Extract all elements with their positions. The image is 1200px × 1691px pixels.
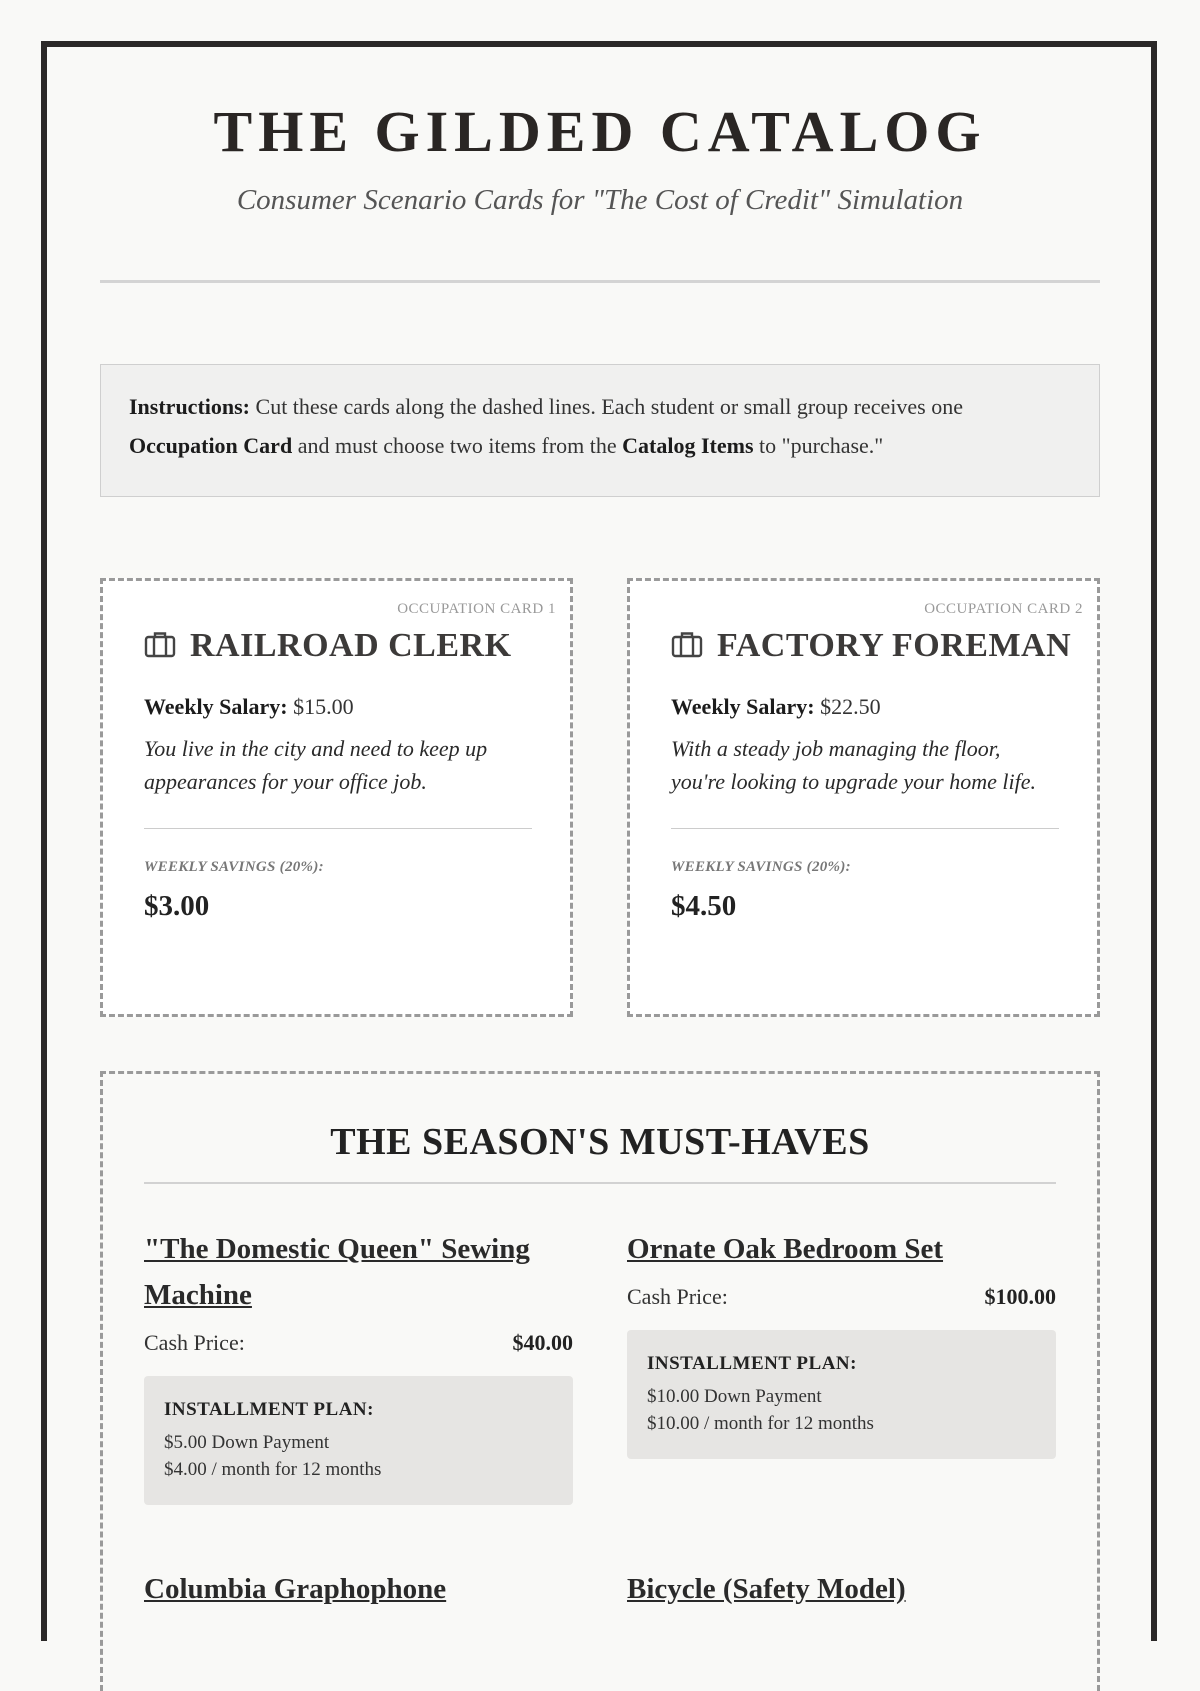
- item-name: Bicycle (Safety Model): [627, 1573, 906, 1605]
- salary-value: $15.00: [287, 694, 354, 719]
- installment-plan: [144, 1376, 573, 1505]
- catalog-item-bicycle: [627, 1566, 1056, 1612]
- card-tag: OCCUPATION CARD 2: [924, 601, 1083, 617]
- monthly-payment: $10.00 / month for 12 months: [647, 1413, 874, 1434]
- instructions-text: and must choose two items from the: [292, 433, 623, 458]
- savings-label: WEEKLY SAVINGS (20%):: [671, 859, 851, 875]
- card-divider: [671, 828, 1059, 829]
- catalog-card: [100, 1071, 1100, 1691]
- briefcase-icon: [671, 630, 703, 663]
- price-label: Cash Price:: [144, 1330, 245, 1355]
- occupation-card-2: [627, 578, 1100, 1017]
- instructions-catalog-term: Catalog Items: [622, 433, 754, 458]
- briefcase-icon: [144, 630, 176, 663]
- page-subtitle: Consumer Scenario Cards for "The Cost of Credit" Simulation: [236, 184, 964, 216]
- price-label: Cash Price:: [627, 1284, 728, 1309]
- cash-price-row: [627, 1284, 1056, 1310]
- plan-title: INSTALLMENT PLAN:: [647, 1353, 857, 1374]
- installment-plan: [627, 1330, 1056, 1459]
- job-title: RAILROAD CLERK: [190, 627, 512, 664]
- occupation-description: You live in the city and need to keep up appearances for your office job.: [144, 736, 488, 794]
- weekly-salary: [144, 694, 532, 720]
- job-header: [671, 627, 1071, 665]
- catalog-title: THE SEASON'S MUST-HAVES: [330, 1121, 870, 1163]
- down-payment: $5.00 Down Payment: [164, 1432, 330, 1453]
- instructions-box: [100, 364, 1100, 497]
- price-value: $100.00: [984, 1284, 1056, 1309]
- page-title: THE GILDED CATALOG: [213, 99, 987, 164]
- plan-title: INSTALLMENT PLAN:: [164, 1399, 374, 1420]
- down-payment: $10.00 Down Payment: [647, 1386, 822, 1407]
- savings-value: $3.00: [144, 890, 210, 922]
- card-tag: OCCUPATION CARD 1: [397, 601, 556, 617]
- item-name: Ornate Oak Bedroom Set: [627, 1233, 944, 1265]
- savings-label: WEEKLY SAVINGS (20%):: [144, 859, 324, 875]
- item-name: "The Domestic Queen" Sewing Machine: [144, 1233, 530, 1311]
- savings-value: $4.50: [671, 890, 737, 922]
- catalog-item-graphophone: [144, 1566, 573, 1612]
- cash-price-row: [144, 1330, 573, 1356]
- occupation-body: [671, 694, 1059, 923]
- occupation-card-1: [100, 578, 573, 1017]
- occupation-description: With a steady job managing the floor, you're looking to upgrade your home life.: [671, 736, 1036, 794]
- job-header: [144, 627, 512, 665]
- salary-label: Weekly Salary:: [144, 694, 288, 719]
- salary-value: $22.50: [814, 694, 881, 719]
- job-title: FACTORY FOREMAN: [717, 627, 1072, 664]
- instructions-occupation-term: Occupation Card: [129, 433, 293, 458]
- instructions-text: Cut these cards along the dashed lines. Each student or small group receives one: [250, 394, 963, 419]
- header-divider: [100, 280, 1100, 283]
- instructions-label: Instructions:: [129, 394, 251, 419]
- catalog-item-sewing-machine: [144, 1226, 573, 1505]
- instructions-text: to "purchase.": [753, 433, 884, 458]
- catalog-item-bedroom-set: [627, 1226, 1056, 1459]
- salary-label: Weekly Salary:: [671, 694, 815, 719]
- item-name: Columbia Graphophone: [144, 1573, 447, 1605]
- price-value: $40.00: [512, 1330, 573, 1355]
- catalog-divider: [144, 1182, 1056, 1184]
- weekly-salary: [671, 694, 1059, 720]
- card-divider: [144, 828, 532, 829]
- occupation-body: [144, 694, 532, 923]
- monthly-payment: $4.00 / month for 12 months: [164, 1459, 382, 1480]
